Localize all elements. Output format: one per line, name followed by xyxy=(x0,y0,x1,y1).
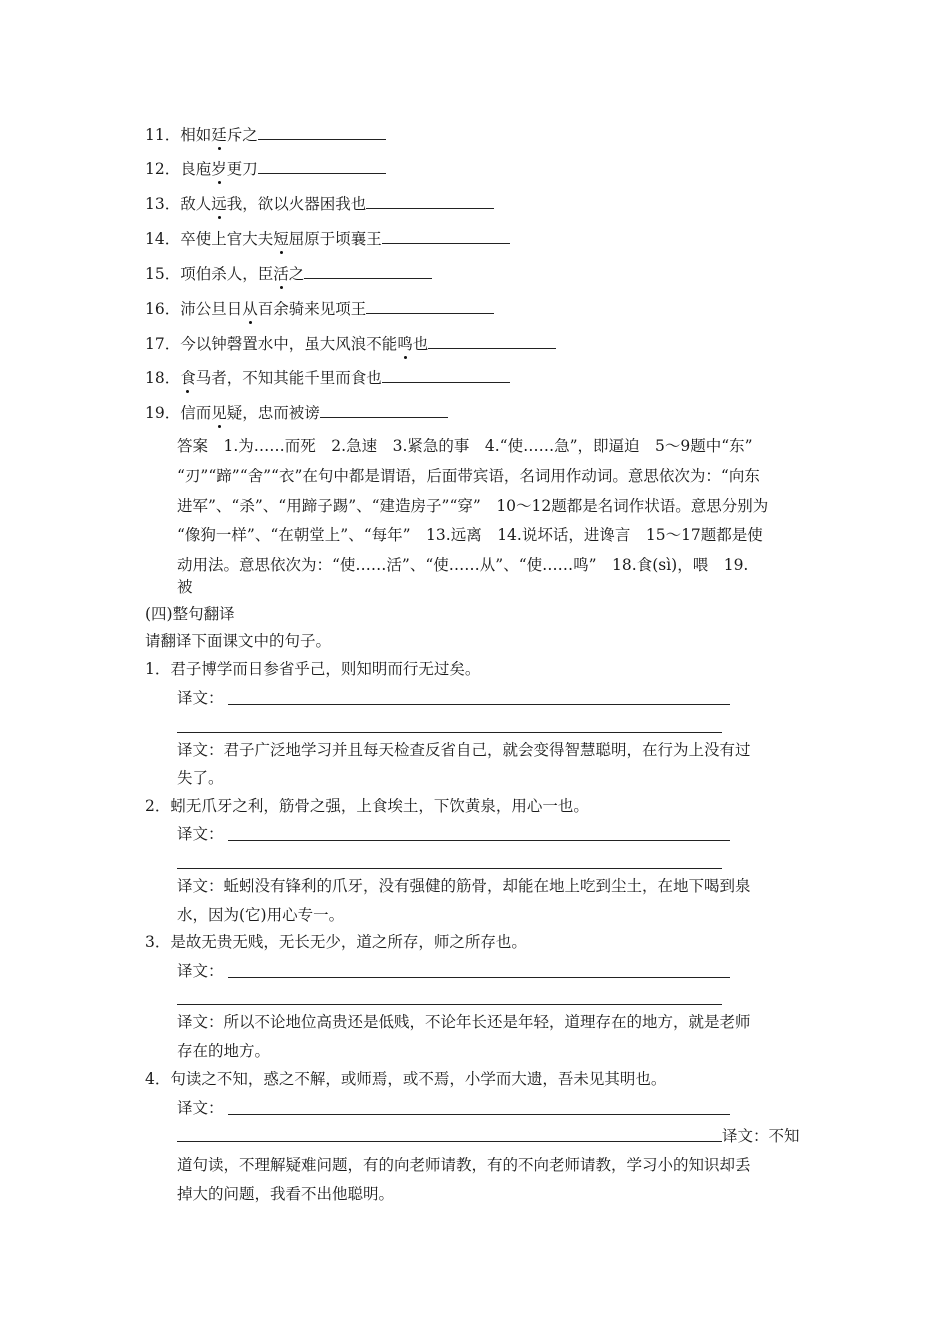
item-text: 今以钟磬置水中，虽大风浪不能 xyxy=(180,335,398,353)
item-text: 百余骑来见项王 xyxy=(257,300,367,318)
emphasized-char: 从 xyxy=(242,300,258,318)
item-text: 我，欲以火器困我也 xyxy=(226,195,367,213)
translation-label: 译文： xyxy=(177,962,224,980)
item-number: 12． xyxy=(145,160,181,178)
answer-blank-line[interactable] xyxy=(228,977,730,978)
item-text: 沛公旦日 xyxy=(180,300,243,318)
item-number: 17． xyxy=(145,335,181,353)
emphasized-char: 鸣 xyxy=(397,335,413,353)
answer-blank-line[interactable] xyxy=(177,732,722,733)
exercise-item xyxy=(145,299,494,319)
item-number: 14． xyxy=(145,230,181,248)
item-number: 19． xyxy=(145,404,181,422)
instruction-text: 请翻译下面课文中的句子。 xyxy=(145,632,332,650)
fill-in-blank[interactable] xyxy=(258,125,386,140)
item-text: 信而 xyxy=(180,404,212,422)
answer-blank-line[interactable] xyxy=(228,1114,730,1115)
model-answer-inline: 译文：不知 xyxy=(722,1127,800,1145)
exercise-item xyxy=(145,229,510,249)
answer-line: 动用法。意思依次为：“使……活”、“使……从”、“使……鸣” 18.食(sì)，喂 19. xyxy=(177,556,749,574)
answer-line: “刃”“蹄”“舍”“衣”在句中都是谓语，后面带宾语，名词用作动词。意思依次为：“向东 xyxy=(177,467,760,485)
exercise-item xyxy=(145,125,386,145)
translation-label: 译文： xyxy=(177,825,224,843)
question-2: 2．蚓无爪牙之利，筋骨之强，上食埃土，下饮黄泉，用心一也。 xyxy=(145,797,589,815)
item-text: 良庖 xyxy=(180,160,212,178)
emphasized-char: 见 xyxy=(211,404,227,422)
item-text: 马者，不知其能千里而食也 xyxy=(195,369,382,387)
emphasized-char: 短 xyxy=(273,230,289,248)
item-text: 疑，忠而被谤 xyxy=(226,404,320,422)
item-text: 卒使上官大夫 xyxy=(180,230,274,248)
answer-blank-line[interactable] xyxy=(177,1141,722,1142)
exercise-item xyxy=(145,194,494,214)
exercise-item xyxy=(145,334,556,354)
exercise-item xyxy=(145,159,386,179)
item-number: 15． xyxy=(145,265,181,283)
model-answer: 存在的地方。 xyxy=(177,1042,271,1060)
model-answer: 译文：所以不论地位高贵还是低贱，不论年长还是年轻，道理存在的地方，就是老师 xyxy=(177,1013,751,1031)
fill-in-blank[interactable] xyxy=(320,403,448,418)
fill-in-blank[interactable] xyxy=(382,368,510,383)
item-text: 屈原于顷襄王 xyxy=(288,230,382,248)
translation-label: 译文： xyxy=(177,689,224,707)
item-text: 项伯杀人，臣 xyxy=(180,265,274,283)
answer-blank-line[interactable] xyxy=(228,704,730,705)
exercise-item xyxy=(145,403,448,423)
answer-line: “像狗一样”、“在朝堂上”、“每年” 13.远离 14.说坏话，进谗言 15～17题都是使 xyxy=(177,526,763,544)
answer-line: 被 xyxy=(177,578,193,596)
model-answer: 道句读，不理解疑难问题，有的向老师请教，有的不向老师请教，学习小的知识却丢 xyxy=(177,1156,751,1174)
exercise-item xyxy=(145,368,510,388)
answer-line: 答案 1.为……而死 2.急速 3.紧急的事 4.“使……急”，即逼迫 5～9题中“东” xyxy=(177,437,753,455)
item-number: 18． xyxy=(145,369,181,387)
item-text: 斥之 xyxy=(226,126,258,144)
item-text: 更刀 xyxy=(226,160,258,178)
fill-in-blank[interactable] xyxy=(304,264,432,279)
exercise-item xyxy=(145,264,432,284)
answer-blank-line[interactable] xyxy=(177,1004,722,1005)
fill-in-blank[interactable] xyxy=(366,194,494,209)
item-text: 相如 xyxy=(180,126,212,144)
answer-line: 进军”、“杀”、“用蹄子踢”、“建造房子”“穿” 10～12题都是名词作状语。意思分别为 xyxy=(177,497,769,515)
fill-in-blank[interactable] xyxy=(366,299,494,314)
emphasized-char: 岁 xyxy=(211,160,227,178)
item-text: 敌人 xyxy=(180,195,212,213)
item-number: 16． xyxy=(145,300,181,318)
item-text: 之 xyxy=(288,265,305,283)
question-1: 1．君子博学而日参省乎己，则知明而行无过矣。 xyxy=(145,660,481,678)
section-title: (四)整句翻译 xyxy=(145,605,235,623)
emphasized-char: 食 xyxy=(180,369,196,387)
translation-label: 译文： xyxy=(177,1099,224,1117)
model-answer: 译文：君子广泛地学习并且每天检查反省自己，就会变得智慧聪明，在行为上没有过 xyxy=(177,741,751,759)
model-answer: 水，因为(它)用心专一。 xyxy=(177,906,345,924)
fill-in-blank[interactable] xyxy=(428,334,556,349)
model-answer: 失了。 xyxy=(177,769,224,787)
emphasized-char: 活 xyxy=(273,265,289,283)
emphasized-char: 远 xyxy=(211,195,227,213)
question-3: 3．是故无贵无贱，无长无少，道之所存，师之所存也。 xyxy=(145,933,527,951)
item-number: 11． xyxy=(145,126,181,144)
fill-in-blank[interactable] xyxy=(258,159,386,174)
model-answer: 掉大的问题，我看不出他聪明。 xyxy=(177,1185,395,1203)
answer-blank-line[interactable] xyxy=(177,868,722,869)
emphasized-char: 廷 xyxy=(211,126,227,144)
answer-blank-line[interactable] xyxy=(228,840,730,841)
item-text: 也 xyxy=(412,335,429,353)
fill-in-blank[interactable] xyxy=(382,229,510,244)
item-number: 13． xyxy=(145,195,181,213)
model-answer: 译文：蚯蚓没有锋利的爪牙，没有强健的筋骨，却能在地上吃到尘土，在地下喝到泉 xyxy=(177,877,751,895)
question-4: 4．句读之不知，惑之不解，或师焉，或不焉，小学而大遗，吾未见其明也。 xyxy=(145,1070,667,1088)
